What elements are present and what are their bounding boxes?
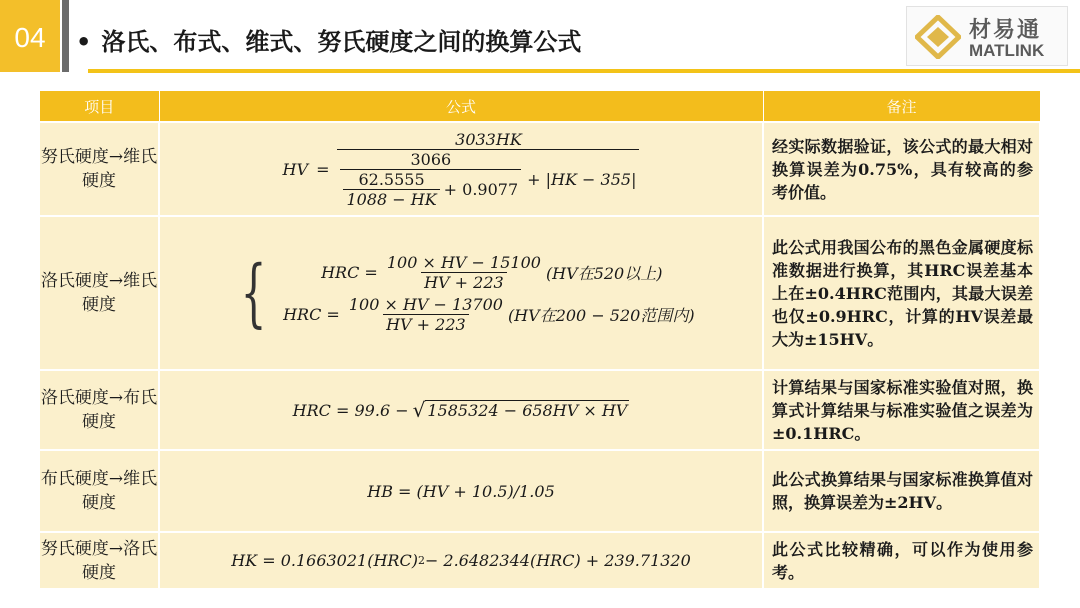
row-note-text: 此公式比较精确，可以作为使用参考。 [772,539,1033,582]
row-note [763,122,1040,216]
table-row [40,450,1040,532]
formula-exponent: 2 [417,554,425,567]
formula-fraction [337,130,639,209]
equation-condition: (HV在200 − 520范围内) [507,305,695,325]
formula-knoop-to-vickers [160,130,762,209]
equation-lhs: HRC = [321,262,378,282]
logo-text-en: MATLINK [969,41,1045,60]
formula-knoop-to-rockwell [160,551,762,570]
title-underline [88,69,1080,73]
table-header-row [40,91,1040,122]
row-item-label: 布氏硬度→维氏硬度 [40,469,158,513]
row-item [40,450,159,532]
formula-rockwell-to-vickers [160,250,762,337]
equation-denominator: HV + 223 [421,272,507,292]
row-note [763,216,1040,370]
formula-part-b: − 2.6482344(HRC) + 239.71320 [424,551,691,570]
equation-line [283,253,695,292]
inner-sub-fraction [343,170,439,209]
formula-brinell-to-vickers: HB = (HV + 10.5)/1.05 [367,481,555,501]
equation-line [283,295,695,334]
row-item-label: 努氏硬度→维氏硬度 [40,147,158,191]
row-note-text: 此公式用我国公布的黑色金属硬度标准数据进行换算，其HRC误差基本上在±0.4HRC范围内，其最大误差也仅±0.9HRC，计算的HV误差最大为±15HV。 [772,237,1033,349]
table-row [40,370,1040,450]
sqrt-sign-icon: √ [412,398,426,422]
row-item [40,370,159,450]
title-bullet: • [76,28,92,56]
table-row [40,216,1040,370]
inner-sub-denominator: 1088 − HK [343,189,439,209]
column-header-note: 备注 [763,91,1040,122]
row-note [763,450,1040,532]
equation-numerator: 100 × HV − 15100 [386,252,541,272]
equation-numerator: 100 × HV − 13700 [348,294,503,314]
section-divider [62,0,69,72]
page-title: 洛氏、布式、维式、努氏硬度之间的换算公式 [101,28,582,56]
equation-fraction [346,295,506,334]
equation-fraction [384,253,544,292]
conversion-table [40,91,1041,588]
row-note [763,370,1040,450]
brace-icon: { [240,250,267,336]
row-note [763,532,1040,588]
row-formula [159,532,763,588]
row-formula [159,216,763,370]
logo-text-cn: 材易通 [969,18,1042,43]
page-title-row [76,22,581,57]
table-row [40,532,1040,588]
formula-lhs: HV [282,159,309,179]
logo-mark-icon [915,15,961,59]
row-item-label: 努氏硬度→洛氏硬度 [40,538,158,583]
sqrt-radicand: 1585324 − 658HV × HV [427,401,628,420]
row-item-label: 洛氏硬度→布氏硬度 [40,388,158,432]
row-item [40,532,159,588]
row-formula [159,122,763,216]
column-header-item: 项目 [40,91,159,122]
equation-denominator: HV + 223 [383,314,469,334]
inner-numerator: 3066 [410,149,452,169]
row-formula [159,370,763,450]
inner-sub-numerator: 62.5555 [358,169,425,189]
fraction-denominator [337,149,639,209]
row-item [40,216,159,370]
equation-system [283,250,695,337]
row-note-text: 经实际数据验证，该公式的最大相对换算误差为0.75%，具有较高的参考价值。 [772,136,1033,202]
formula-eq: = [316,159,330,179]
equation-condition: (HV在520以上) [545,263,663,283]
fraction-numerator: 3033HK [455,129,522,149]
section-number: 04 [14,22,46,53]
row-note-text: 此公式换算结果与国家标准换算值对照，换算误差为±2HV。 [772,470,1033,512]
brand-logo [906,6,1068,66]
row-formula [159,450,763,532]
inner-fraction [340,150,521,209]
equation-lhs: HRC = [283,304,340,324]
table-row [40,122,1040,216]
row-item-label: 洛氏硬度→维氏硬度 [40,271,158,315]
column-header-formula: 公式 [159,91,763,122]
formula-tail: + |HK − 355| [527,169,637,189]
row-item [40,122,159,216]
formula-part-a: HK = 0.1663021(HRC) [231,551,418,570]
formula-lhs: HRC = 99.6 − [292,400,409,420]
inner-plus: + 0.9077 [443,179,519,199]
formula-rockwell-to-brinell [160,398,762,422]
row-note-text: 计算结果与国家标准实验值对照，换算式计算结果与标准实验值之误差为±0.1HRC。 [772,377,1033,443]
inner-denominator [340,169,521,209]
